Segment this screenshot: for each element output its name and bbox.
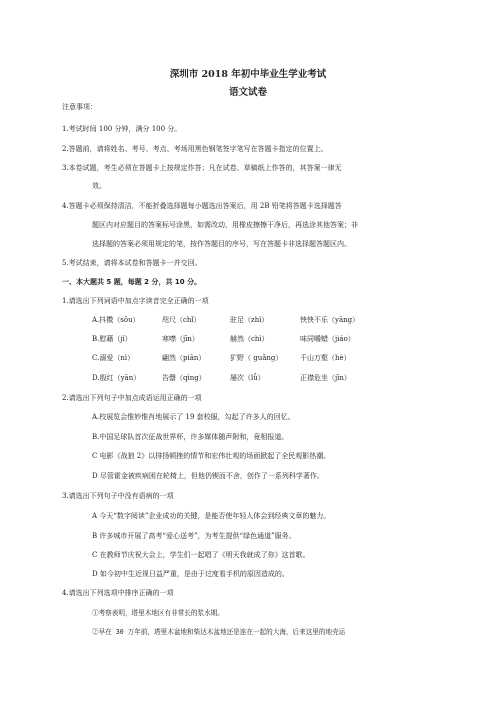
q1-option: D.殷红（yān）: [92, 374, 141, 382]
q1-option: 味同嚼蜡（jiáo）: [300, 335, 355, 343]
q3-option: B 许多城市开展了高考“爱心送考”，为考生提供“绿色通道”服务。: [92, 532, 296, 540]
note-item: 3.本卷试题，考生必须在答题卡上按规定作答；凡在试卷、草稿纸上作答的，其答案一律无: [62, 164, 342, 172]
q2-option: B.中国足球队首次征战世界杯，许多媒体随声附和，竟相报道。: [92, 433, 289, 441]
note-item: 2.答题前，请将姓名、考号、考点、考场用黑色钢笔签字笔写在答题卡指定的位置上。: [62, 145, 328, 153]
question-stem: 3.请选出下列句子中没有语病的一项: [62, 492, 174, 500]
q1-option: 驻足（zhì）: [230, 316, 269, 324]
note-item: 效。: [92, 182, 106, 190]
note-item: 4.答题卡必须保持清洁，不能折叠选择题每小题选出答案后，用 2B 铅笔将答题卡选择题答: [62, 202, 342, 210]
q1-option: 寒噤（jīn）: [162, 335, 199, 343]
q1-option: B.慰藉（jí）: [92, 335, 132, 343]
q2-option: A.校展览会惟妙惟肖地展示了 19 套校服，勾起了许多人的回忆。: [92, 413, 295, 421]
exam-title: 深圳市 2018 年初中毕业生学业考试: [169, 69, 327, 80]
q3-option: C 在教师节庆祝大会上，学生们一起唱了《明天我就成了你》这首歌。: [92, 551, 310, 559]
q1-option: 怏怏不乐（yāng）: [300, 316, 360, 324]
notes-heading: 注意事项：: [62, 103, 97, 111]
q1-option: C.溺爱（nì）: [92, 354, 135, 362]
q1-option: 咫尺（chǐ）: [162, 316, 201, 324]
question-stem: 2.请选出下列句子中加点成语运用正确的一项: [62, 394, 202, 402]
q4-item: ①考察表明，塔里木地区有非常长的浆水期。: [92, 609, 224, 617]
q2-option: D 尽管霍金被疾病困在轮椅上，但他仍锲而不舍，创作了一系列科学著作。: [92, 472, 324, 480]
q1-option: 翩然（piān）: [162, 354, 206, 362]
note-item: 题区内对应题目的答案标号涂黑，如需改动，用橡皮擦擦干净后，再选涂其他答案；非: [92, 221, 358, 229]
q1-option: 告罄（qìng）: [162, 374, 206, 382]
exam-subtitle: 语文试卷: [228, 87, 267, 98]
q1-option: 犷野（ guǎng）: [230, 354, 283, 362]
q2-option: C 电影《战狼 2》以排扬顿挫的情节和宏伟壮观的场面掀起了全民观影热潮。: [92, 452, 331, 460]
q4-item: ②早在 30 万年前，塔里木盆地和柴达木盆地还是连在一起的大海，后来这里的地壳运: [92, 628, 346, 636]
section-heading: 一、本大题共 5 题，每题 2 分，共 10 分。: [62, 278, 202, 286]
q1-option: 赫然（chì）: [230, 335, 269, 343]
q3-option: A 今天“数字阅读”企业成功的关键，是能否使年轻人体会到经典文章的魅力。: [92, 512, 331, 520]
note-item: 5.考试结束，请将本试卷和答题卡一并交回。: [62, 259, 202, 267]
q3-option: D 如今初中生近视日益严重，是由于过度看手机的原因造成的。: [92, 570, 289, 578]
q1-option: 千山万壑（hè）: [300, 354, 351, 362]
q1-option: 正襟危坐（jīn）: [300, 374, 351, 382]
question-stem: 1.请选出下列词语中加点字读音完全正确的一项: [62, 297, 209, 305]
note-item: 1.考试时间 100 分钟，满分 100 分。: [62, 125, 182, 133]
q1-option: A.抖擞（sǒu）: [92, 316, 140, 324]
note-item: 选择题的答案必须用规定的笔，按作答题目的序号，写在答题卡非选择题答题区内。: [92, 240, 351, 248]
q1-option: 屡次（lǚ）: [230, 374, 265, 382]
question-stem: 4.请选出下列选项中排序正确的一项: [62, 589, 174, 597]
